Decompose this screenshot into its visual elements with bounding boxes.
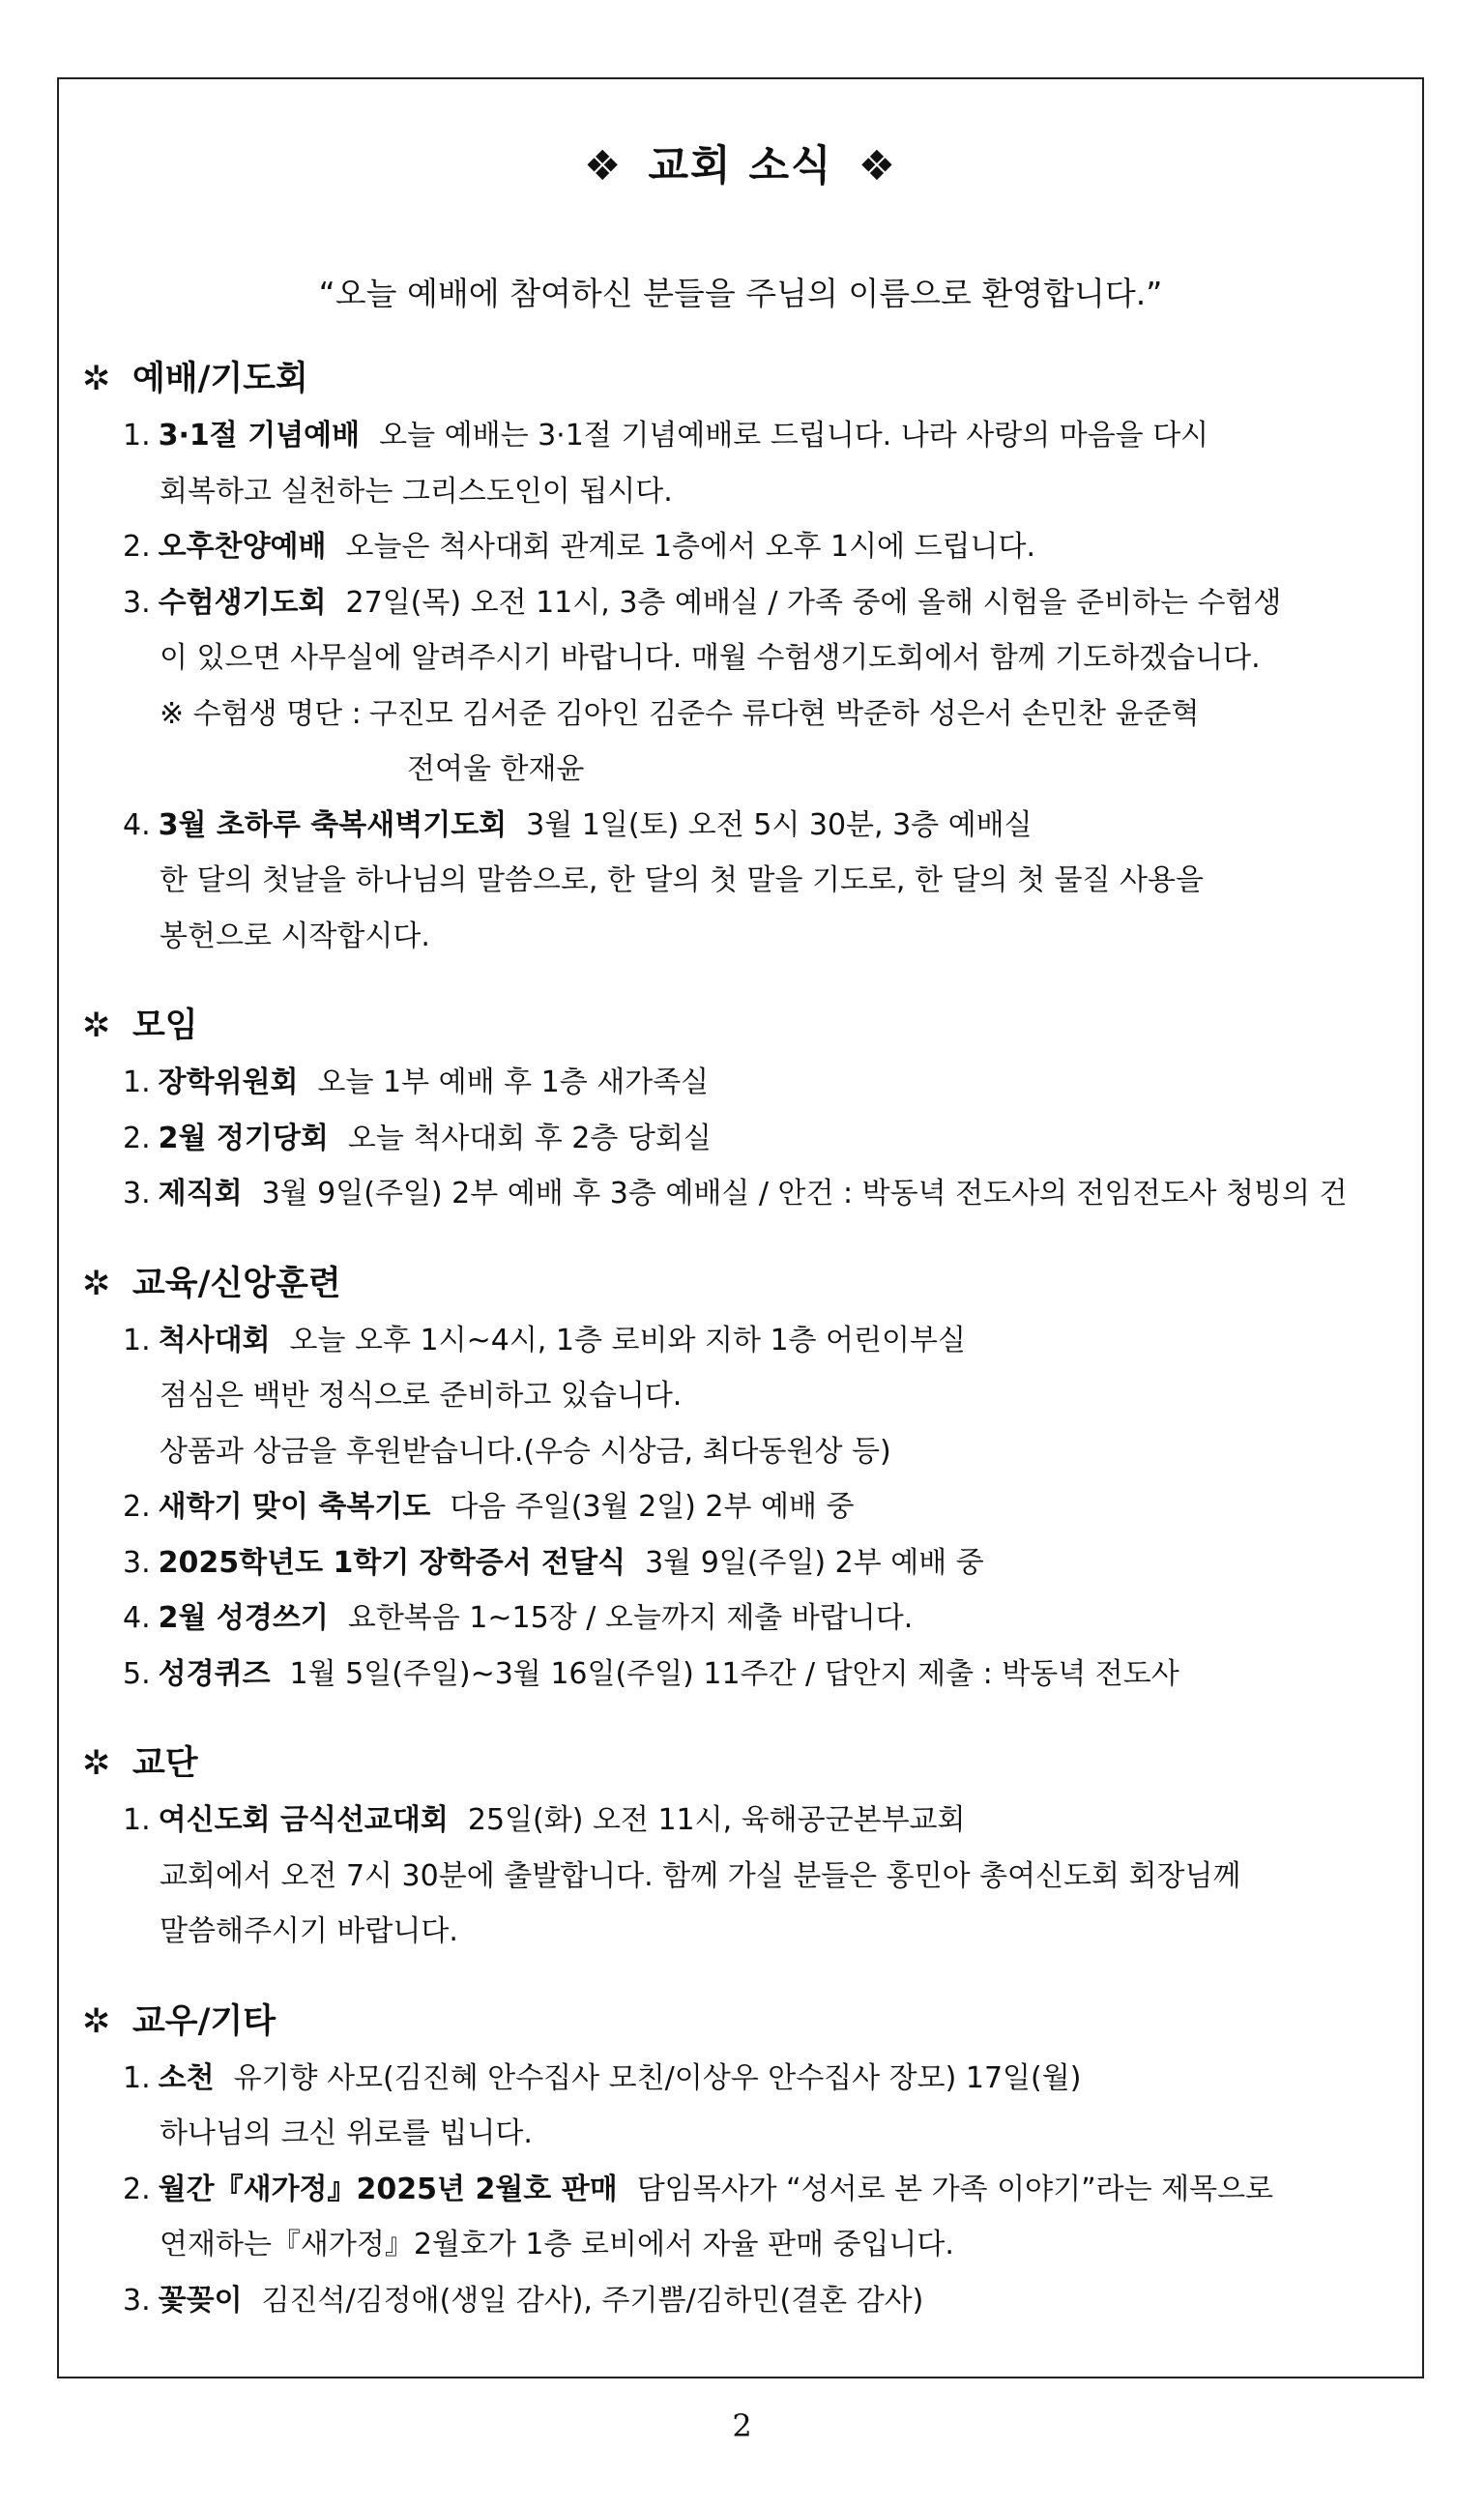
list-item (82, 798, 1399, 965)
item-list (82, 1793, 1399, 1960)
item-continuation: 하나님의 크신 위로를 빕니다. (160, 2116, 533, 2150)
item-name: 오후찬양예배 (158, 530, 327, 564)
list-item (82, 1055, 1399, 1111)
list-item (82, 575, 1399, 798)
title-text: 교회 소식 (648, 142, 833, 190)
section-4 (82, 1993, 1399, 2329)
item-continuation: 교회에서 오전 7시 30분에 출발합니다. 함께 가실 분들은 홍민아 총여신도회 회장님께 (160, 1858, 1241, 1893)
item-continuation: 이 있으면 사무실에 알려주시기 바랍니다. 매월 수험생기도회에서 함께 기도하겠습니다. (160, 641, 1261, 675)
diamond-ornament-icon: ❖ (858, 142, 898, 190)
item-first-line (82, 408, 1399, 464)
list-item (82, 1166, 1399, 1222)
asterisk-flower-icon: ✲ (82, 1264, 111, 1303)
item-text: 3월 1일(토) 오전 5시 30분, 3층 예배실 (526, 807, 1033, 842)
item-number: 2. (123, 2172, 151, 2206)
item-number: 1. (123, 419, 151, 452)
item-first-line (82, 1535, 1399, 1591)
list-item (82, 1313, 1399, 1480)
list-item (82, 519, 1399, 575)
item-text: 오늘 척사대회 후 2층 당회실 (347, 1121, 712, 1155)
section-heading-text: 교우/기타 (132, 2001, 276, 2041)
item-number: 3. (123, 1177, 151, 1211)
item-first-line (82, 2162, 1399, 2218)
item-first-line (82, 798, 1399, 854)
item-name: 장학위원회 (158, 1065, 299, 1099)
item-text: 3월 9일(주일) 2부 예배 후 3층 예배실 / 안건 : 박동녁 전도사의 전임전도사 청빙의 건 (261, 1177, 1348, 1211)
item-text: 유기향 사모(김진혜 안수집사 모친/이상우 안수집사 장모) 17일(월) (233, 2060, 1082, 2095)
item-text: 담임목사가 “성서로 본 가족 이야기”라는 제목으로 (636, 2172, 1274, 2206)
list-item (82, 1793, 1399, 1960)
item-continuation: 점심은 백반 정식으로 준비하고 있습니다. (160, 1379, 683, 1413)
section-heading (82, 1735, 1399, 1793)
item-name: 성경퀴즈 (158, 1656, 271, 1691)
item-text: 오늘은 척사대회 관계로 1층에서 오후 1시에 드립니다. (345, 530, 1036, 564)
section-heading (82, 350, 1399, 408)
item-first-line (82, 1590, 1399, 1647)
item-first-line (82, 1111, 1399, 1167)
item-name: 3·1절 기념예배 (158, 419, 361, 452)
list-item (82, 1111, 1399, 1167)
item-continuation: 말씀해주시기 바랍니다. (160, 1914, 458, 1948)
item-name: 3월 초하루 축복새벽기도회 (158, 807, 508, 842)
item-list (82, 1055, 1399, 1222)
list-item (82, 1479, 1399, 1535)
item-name: 월간『새가정』2025년 2월호 판매 (158, 2172, 618, 2206)
section-heading-text: 모임 (132, 1007, 198, 1045)
item-text: 27일(목) 오전 11시, 3층 예배실 / 가족 중에 올해 시험을 준비하는 수험생 (345, 585, 1282, 620)
list-item (82, 1647, 1399, 1703)
section-2 (82, 1255, 1399, 1703)
item-number: 3. (123, 2283, 151, 2318)
section-heading-text: 교단 (132, 1744, 198, 1783)
section-heading (82, 997, 1399, 1055)
item-name: 소천 (158, 2060, 215, 2095)
item-continuation: 연재하는『새가정』2월호가 1층 로비에서 자율 판매 중입니다. (160, 2228, 954, 2261)
item-first-line (82, 1313, 1399, 1369)
item-first-line (82, 1793, 1399, 1849)
student-list-note (82, 686, 1399, 743)
item-continuation: 상품과 상금을 후원받습니다.(우승 시상금, 최다동원상 등) (160, 1434, 891, 1469)
diamond-ornament-icon: ❖ (583, 142, 624, 190)
item-number: 4. (123, 1601, 151, 1635)
item-text: 오늘 예배는 3·1절 기념예배로 드립니다. 나라 사랑의 마음을 다시 (379, 419, 1209, 452)
item-text: 요한복음 1~15장 / 오늘까지 제출 바랍니다. (347, 1601, 914, 1635)
section-3 (82, 1735, 1399, 1960)
item-text: 25일(화) 오전 11시, 육해공군본부교회 (467, 1803, 966, 1837)
item-number: 1. (123, 1065, 151, 1099)
item-name: 새학기 맞이 축복기도 (158, 1490, 431, 1524)
asterisk-flower-icon: ✲ (82, 360, 111, 398)
note-label: ※ 수험생 명단 : (160, 696, 362, 731)
item-name: 여신도회 금식선교대회 (158, 1803, 449, 1837)
item-continuation: 회복하고 실천하는 그리스도인이 됩시다. (160, 474, 673, 509)
item-number: 1. (123, 1323, 151, 1357)
item-number: 2. (123, 530, 151, 564)
note-names: 구진모 김서준 김아인 김준수 류다현 박준하 성은서 손민찬 윤준혁 (368, 696, 1200, 731)
item-number: 5. (123, 1656, 151, 1691)
item-first-line (82, 2051, 1399, 2107)
section-heading-text: 예배/기도회 (132, 360, 308, 398)
list-item (82, 408, 1399, 519)
section-0 (82, 350, 1399, 964)
note-names-continued: 전여울 한재윤 (407, 752, 585, 786)
item-first-line (82, 1055, 1399, 1111)
item-text: 3월 9일(주일) 2부 예배 중 (645, 1545, 984, 1580)
item-name: 2월 정기당회 (158, 1121, 329, 1155)
item-number: 3. (123, 1545, 151, 1580)
section-heading (82, 1255, 1399, 1313)
asterisk-flower-icon: ✲ (82, 1744, 111, 1783)
item-name: 수험생기도회 (158, 585, 327, 620)
item-first-line (82, 1479, 1399, 1535)
list-item (82, 2051, 1399, 2162)
asterisk-flower-icon: ✲ (82, 2001, 111, 2041)
news-content (82, 350, 1399, 2361)
item-name: 2025학년도 1학기 장학증서 전달식 (158, 1545, 626, 1580)
item-number: 3. (123, 585, 151, 620)
section-1 (82, 997, 1399, 1222)
item-list (82, 408, 1399, 964)
welcome-message: “오늘 예배에 참여하신 분들을 주님의 이름으로 환영합니다.” (318, 275, 1163, 312)
item-list (82, 2051, 1399, 2329)
item-number: 2. (123, 1490, 151, 1524)
item-text: 김진석/김정애(생일 감사), 주기쁨/김하민(결혼 감사) (261, 2283, 924, 2318)
item-first-line (82, 1647, 1399, 1703)
list-item (82, 1590, 1399, 1647)
item-text: 오늘 오후 1시~4시, 1층 로비와 지하 1층 어린이부실 (289, 1323, 966, 1357)
section-heading-text: 교육/신앙훈련 (132, 1264, 341, 1303)
item-name: 2월 성경쓰기 (158, 1601, 329, 1635)
item-text: 오늘 1부 예배 후 1층 새가족실 (317, 1065, 710, 1099)
bulletin-frame (57, 77, 1424, 2378)
item-name: 꽃꽂이 (158, 2283, 243, 2318)
item-continuation: 한 달의 첫날을 하나님의 말씀으로, 한 달의 첫 말을 기도로, 한 달의 첫 물질 사용을 (160, 863, 1204, 897)
asterisk-flower-icon: ✲ (82, 1007, 111, 1045)
section-heading (82, 1993, 1399, 2051)
list-item (82, 1535, 1399, 1591)
item-name: 척사대회 (158, 1323, 271, 1357)
item-number: 1. (123, 2060, 151, 2095)
item-continuation: 봉헌으로 시작합시다. (160, 919, 430, 953)
item-first-line (82, 1166, 1399, 1222)
item-name: 제직회 (158, 1177, 243, 1211)
item-list (82, 1313, 1399, 1703)
page-number: 2 (732, 2407, 752, 2444)
item-number: 4. (123, 807, 151, 842)
item-first-line (82, 519, 1399, 575)
item-first-line (82, 575, 1399, 631)
item-text: 1월 5일(주일)~3월 16일(주일) 11주간 / 답안지 제출 : 박동녁 전도사 (289, 1656, 1179, 1691)
item-text: 다음 주일(3월 2일) 2부 예배 중 (450, 1490, 855, 1524)
page-title (59, 133, 1422, 192)
list-item (82, 2273, 1399, 2329)
item-number: 2. (123, 1121, 151, 1155)
list-item (82, 2162, 1399, 2273)
item-first-line (82, 2273, 1399, 2329)
item-number: 1. (123, 1803, 151, 1837)
